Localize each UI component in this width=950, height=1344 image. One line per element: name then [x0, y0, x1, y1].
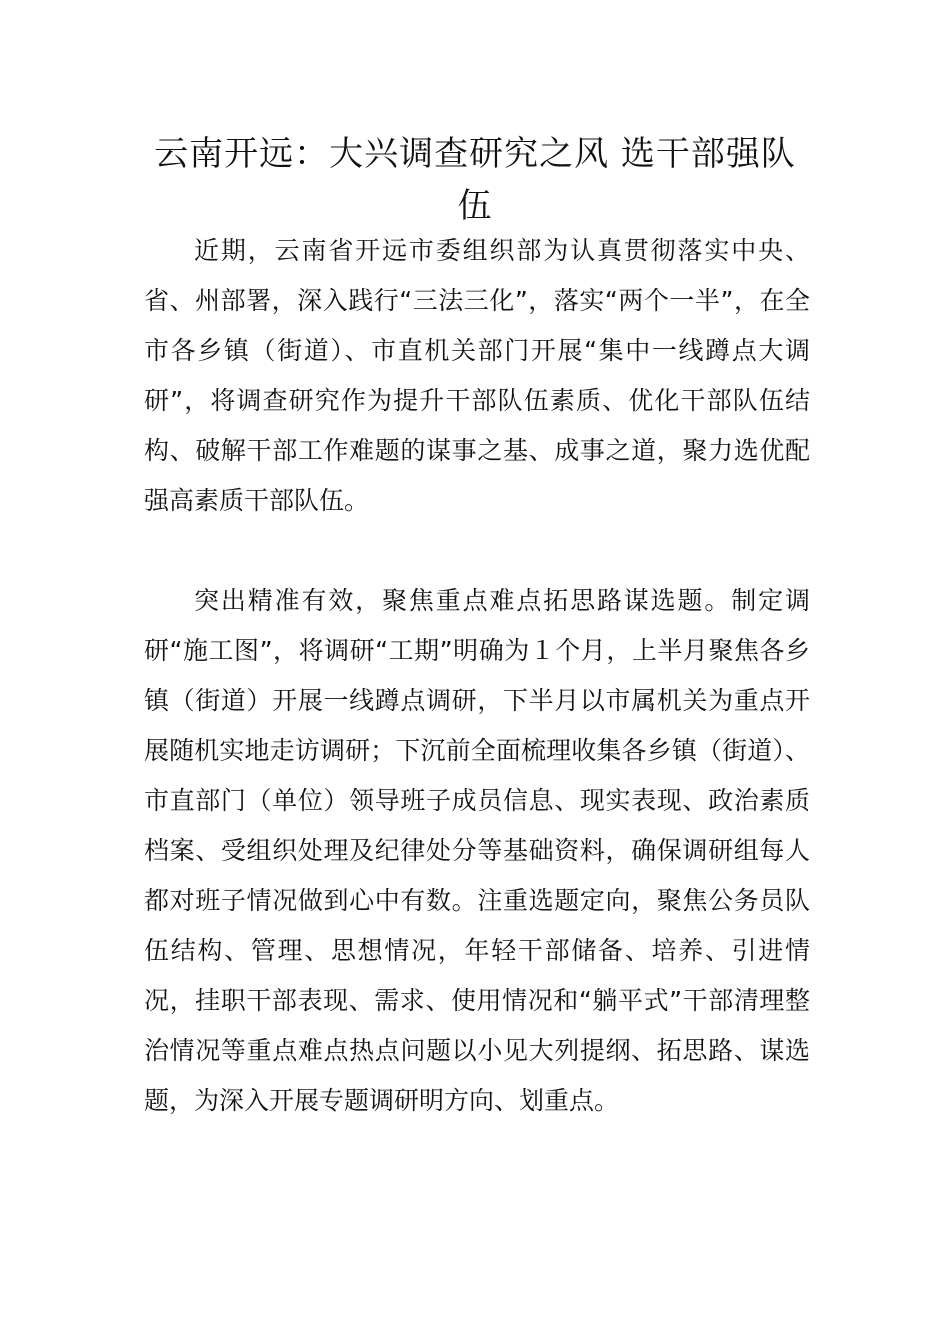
paragraph-intro: 近期，云南省开远市委组织部为认真贯彻落实中央、省、州部署，深入践行“三法三化”，落实“两个一半”，在全市各乡镇（街道）、市直机关部门开展“集中一线蹲点大调研”，将调查研究作为提升干部队伍素质、优化干部队伍结构、破解干部工作难题的谋事之基、成事之道，聚力选优配强高素质干部队伍。: [144, 236, 810, 515]
document-title: 云南开远：大兴调查研究之风 选干部强队伍: [154, 134, 796, 226]
paragraph-precision: 突出精准有效，聚焦重点难点拓思路谋选题。制定调研“施工图”，将调研“工期”明确为１个月，上半月聚焦各乡镇（街道）开展一线蹲点调研，下半月以市属机关为重点开展随机实地走访调研；下沉前全面梳理收集各乡镇（街道）、市直部门（单位）领导班子成员信息、现实表现、政治素质档案、受组织处理及纪律处分等基础资料，确保调研组每人都对班子情况做到心中有数。注重选题定向，聚焦公务员队伍结构、管理、思想情况，年轻干部储备、培养、引进情况，挂职干部表现、需求、使用情况和“躺平式”干部清理整治情况等重点难点热点问题以小见大列提纲、拓思路、谋选题，为深入开展专题调研明方向、划重点。: [144, 586, 810, 1115]
